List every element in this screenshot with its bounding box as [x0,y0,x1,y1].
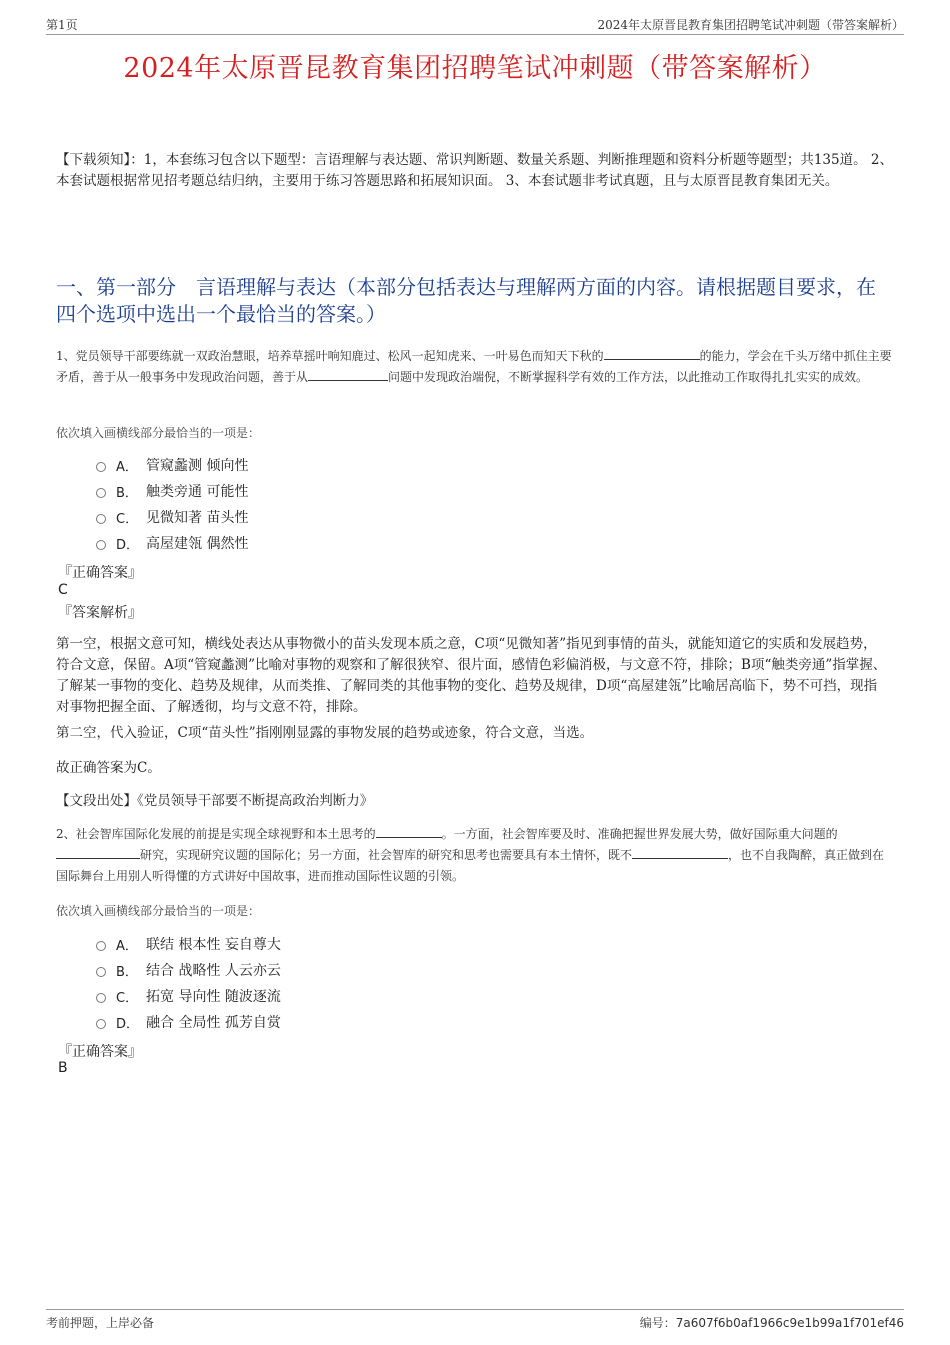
question-2-prompt: 依次填入画横线部分最恰当的一项是： [56,904,261,918]
blank-1 [376,825,442,838]
footer-slogan: 考前押题，上岸必备 [46,1316,155,1330]
option-b[interactable]: B． 结合 战略性 人云亦云 [96,957,281,983]
analysis-paragraph-2: 第二空，代入验证，C项“苗头性”指刚刚显露的事物发展的趋势或迹象，符合文意，当选。 [56,725,594,741]
page-footer [46,1309,904,1334]
answer-label: 『正确答案』 [58,565,142,581]
download-notice: 【下载须知】：1，本套练习包含以下题型：言语理解与表达题、常识判断题、数量关系题、判断推理题和资料分析题等题型；共135道。 2、本套试题根据常见招考题总结归纳，主要用于练习答题思路和拓展知识面。 3、本套试题非考试真题，且与太原晋昆教育集团无关。 [56,152,893,189]
question-2-part2: 。一方面，社会智库要及时、准确把握世界发展大势，做好国际重大问题的 [441,827,838,841]
radio-icon[interactable] [96,514,106,524]
blank-1 [604,347,700,360]
question-2-part1: 2、社会智库国际化发展的前提是实现全球视野和本土思考的 [56,827,376,841]
option-d[interactable]: D． 融合 全局性 孤芳自赏 [96,1009,281,1035]
blank-2 [308,368,388,381]
correct-answer: B [58,1060,68,1076]
question-1-part1: 1、党员领导干部要练就一双政治慧眼，培养草摇叶响知鹿过、松风一起知虎来、一叶易色而知天下秋的 [56,349,604,363]
option-c[interactable]: C． 见微知著 苗头性 [96,504,248,530]
correct-answer: C [58,582,68,598]
blank-2 [56,846,140,859]
analysis-paragraph-1: 第一空，根据文意可知，横线处表达从事物微小的苗头发现本质之意，C项“见微知著”指见到事情的苗头，就能知道它的实质和发展趋势，符合文意，保留。A项“管窥蠡测”比喻对事物的观察和了解很狭窄、很片面，感情色彩偏消极，与文意不符，排除；B项“触类旁通”指掌握、了解某一事物的变化、趋势及规律，从而类推、了解同类的其他事物的变化、趋势及规律，D项“高屋建瓴”比喻居高临下，势不可挡，现指对事物把握全面、了解透彻，均与文意不符，排除。 [56,636,887,715]
radio-icon[interactable] [96,967,106,977]
question-1-part2: 的能力，学会在千头万绪中抓住主要矛盾，善于从一般事务中发现政治问题，善于从 [56,349,892,384]
option-b[interactable]: B． 触类旁通 可能性 [96,478,248,504]
question-2-part4: ，也不自我陶醉，真正做到在国际舞台上用别人听得懂的方式讲好中国故事，进而推动国际性议题的引领。 [56,848,885,883]
radio-icon[interactable] [96,462,106,472]
option-c[interactable]: C． 拓宽 导向性 随波逐流 [96,983,281,1009]
analysis-label: 『答案解析』 [58,605,142,621]
blank-3 [632,846,728,859]
page-header [46,14,904,35]
section-heading: 一、第一部分 言语理解与表达（本部分包括表达与理解两方面的内容。请根据题目要求，在四个选项中选出一个最恰当的答案。） [56,275,876,326]
radio-icon[interactable] [96,540,106,550]
document-title: 2024年太原晋昆教育集团招聘笔试冲刺题（带答案解析） [123,53,827,84]
question-2-part3: 研究，实现研究议题的国际化；另一方面，社会智库的研究和思考也需要具有本土情怀，既不 [140,848,633,862]
document-code: 编号：7a607f6b0af1966c9e1b99a1f701ef46 [639,1316,904,1330]
answer-label: 『正确答案』 [58,1044,142,1060]
radio-icon[interactable] [96,993,106,1003]
page-number: 第1页 [46,18,78,32]
question-1-part3: 问题中发现政治端倪，不断掌握科学有效的工作方法，以此推动工作取得扎扎实实的成效。 [388,370,869,384]
radio-icon[interactable] [96,1019,106,1029]
radio-icon[interactable] [96,941,106,951]
analysis-paragraph-3: 故正确答案为C。 [56,760,161,776]
option-d[interactable]: D． 高屋建瓴 偶然性 [96,530,248,556]
question-2-options [96,931,281,1035]
question-1-prompt: 依次填入画横线部分最恰当的一项是： [56,426,261,440]
question-2-text [56,824,894,887]
source-citation: 【文段出处】《党员领导干部要不断提高政治判断力》 [56,793,374,809]
question-1-text [56,346,894,388]
radio-icon[interactable] [96,488,106,498]
header-doc-title: 2024年太原晋昆教育集团招聘笔试冲刺题（带答案解析） [597,18,904,32]
question-1-options [96,452,248,556]
option-a[interactable]: A． 管窥蠡测 倾向性 [96,452,248,478]
option-a[interactable]: A． 联结 根本性 妄自尊大 [96,931,281,957]
